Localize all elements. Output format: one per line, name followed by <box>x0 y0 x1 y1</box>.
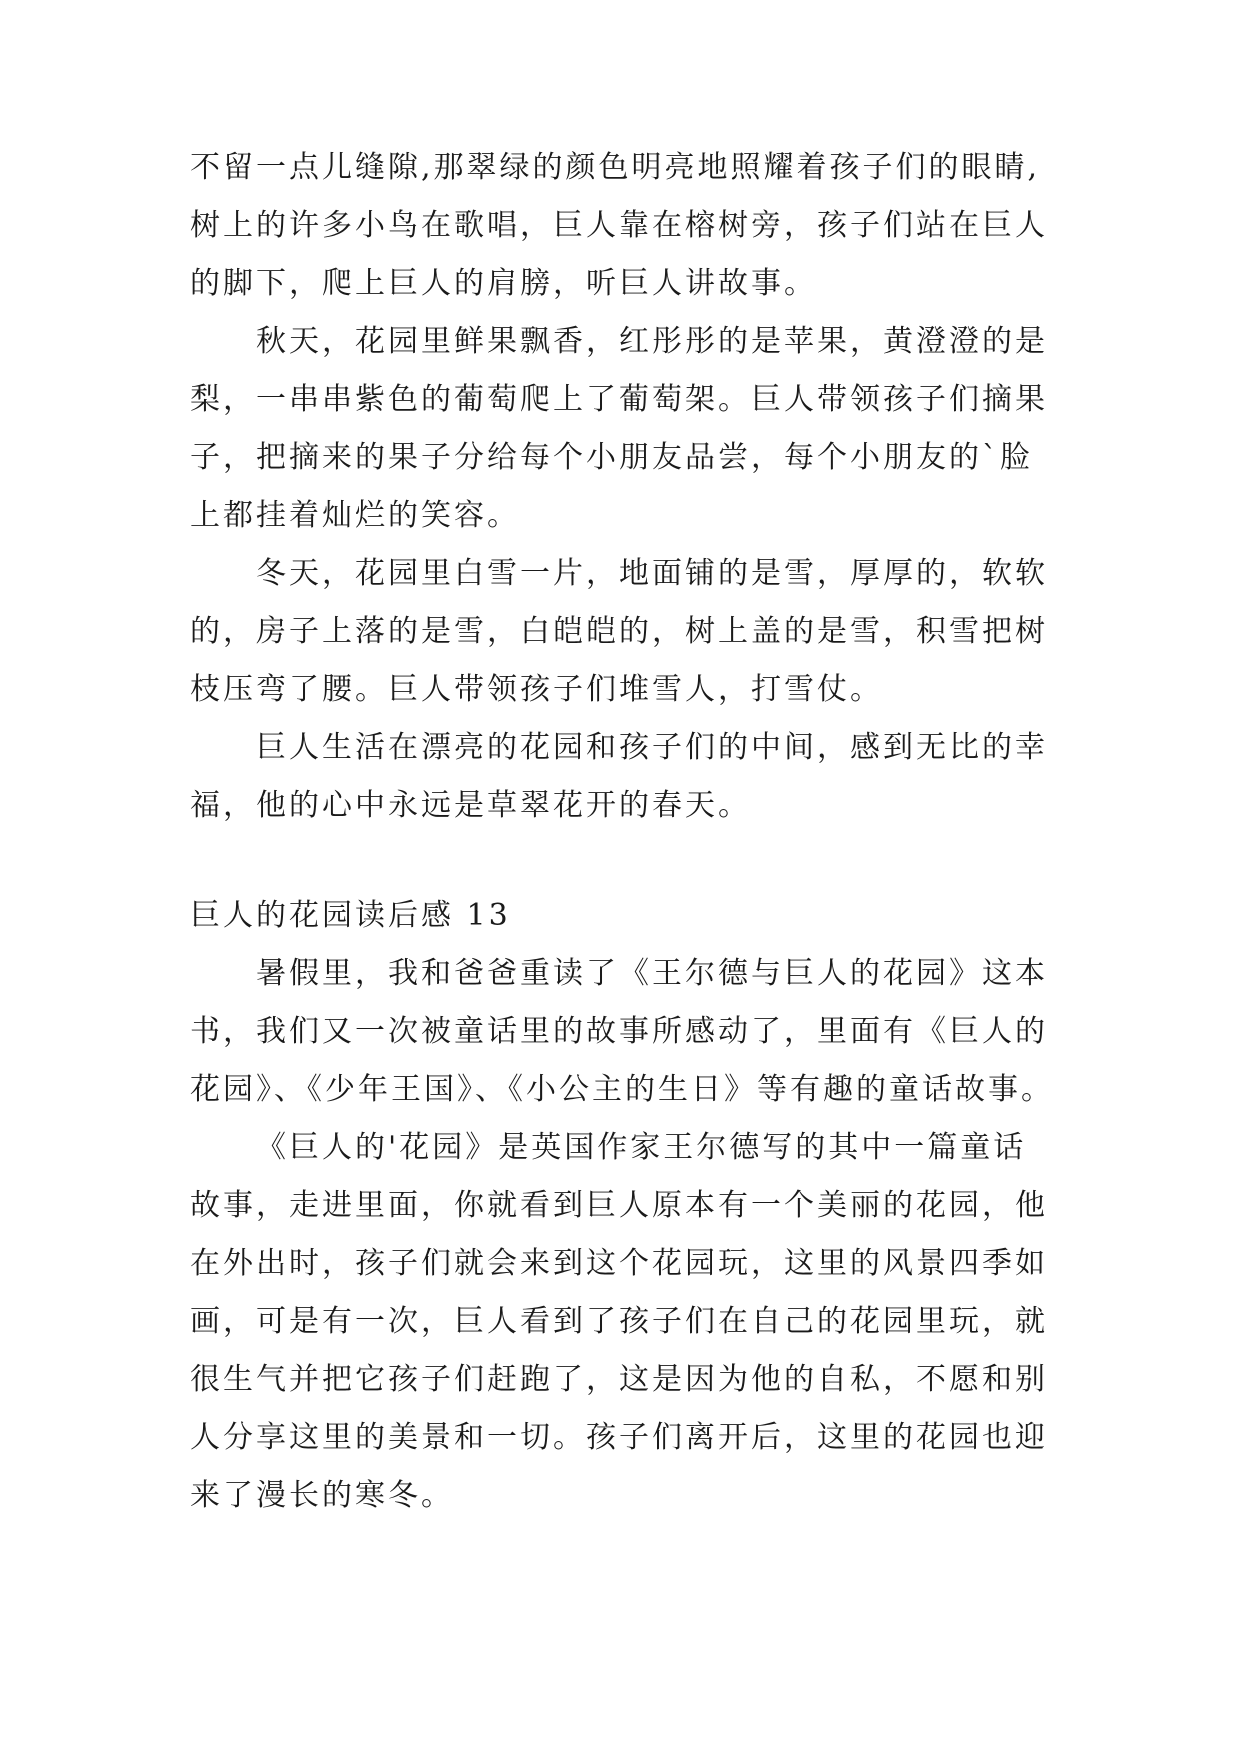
paragraph-start-line: 暑假里，我和爸爸重读了《王尔德与巨人的花园》这本 <box>256 956 1048 991</box>
bottom-section <box>190 945 1090 1525</box>
text-line: 子，把摘来的果子分给每个小朋友品尝，每个小朋友的`脸 <box>190 440 1033 475</box>
text-line: 书，我们又一次被童话里的故事所感动了，里面有《巨人的 <box>190 1014 1048 1049</box>
text-line: 上都挂着灿烂的笑容。 <box>190 498 520 533</box>
text-line: 画，可是有一次，巨人看到了孩子们在自己的花园里玩，就 <box>190 1304 1048 1339</box>
section-title: 巨人的花园读后感 13 <box>190 898 511 933</box>
section-heading-block <box>190 887 1090 945</box>
text-line: 来了漫长的寒冬。 <box>190 1478 454 1513</box>
paragraph-start-line: 冬天，花园里白雪一片，地面铺的是雪，厚厚的，软软 <box>256 556 1048 591</box>
paragraph-start-line: 秋天，花园里鲜果飘香，红彤彤的是苹果，黄澄澄的是 <box>256 324 1048 359</box>
text-line: 的脚下，爬上巨人的肩膀，听巨人讲故事。 <box>190 266 817 301</box>
text-line: 人分享这里的美景和一切。孩子们离开后，这里的花园也迎 <box>190 1420 1048 1455</box>
top-section <box>190 139 1090 835</box>
text-line: 故事，走进里面，你就看到巨人原本有一个美丽的花园，他 <box>190 1188 1048 1223</box>
text-line: 梨，一串串紫色的葡萄爬上了葡萄架。巨人带领孩子们摘果 <box>190 382 1048 417</box>
text-line: 花园》、《少年王国》、《小公主的生日》等有趣的童话故事。 <box>190 1072 1054 1107</box>
text-line: 在外出时，孩子们就会来到这个花园玩，这里的风景四季如 <box>190 1246 1048 1281</box>
text-line: 很生气并把它孩子们赶跑了，这是因为他的自私，不愿和别 <box>190 1362 1048 1397</box>
text-line: 树上的许多小鸟在歌唱，巨人靠在榕树旁，孩子们站在巨人 <box>190 208 1048 243</box>
paragraph-start-line: 巨人生活在漂亮的花园和孩子们的中间，感到无比的幸 <box>256 730 1048 765</box>
text-line: 福，他的心中永远是草翠花开的春天。 <box>190 788 751 823</box>
paragraph-start-line: 《巨人的'花园》是英国作家王尔德写的其中一篇童话 <box>256 1130 1027 1165</box>
text-line: 的，房子上落的是雪，白皑皑的，树上盖的是雪，积雪把树 <box>190 614 1048 649</box>
text-line: 枝压弯了腰。巨人带领孩子们堆雪人，打雪仗。 <box>190 672 883 707</box>
text-line: 不留一点儿缝隙,那翠绿的颜色明亮地照耀着孩子们的眼睛, <box>190 150 1041 185</box>
